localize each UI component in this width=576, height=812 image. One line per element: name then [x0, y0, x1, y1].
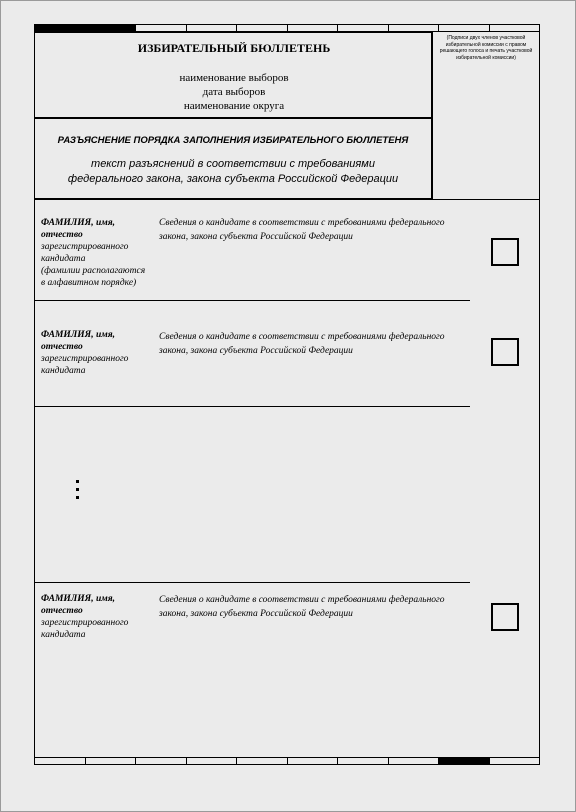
- stamp-divider: [432, 32, 433, 199]
- candidate-1-checkbox[interactable]: [491, 238, 519, 266]
- candidate-2-info: Сведения о кандидате в соответствии с требованиями федерального закона, закона субъекта Российской Федерации: [159, 332, 445, 356]
- stamp-note: (Подписи двух членов участковой избирательной комиссии с правом решающего голоса и печать участковой избирательной комиссии): [439, 35, 533, 61]
- candidate-1-name: ФАМИЛИЯ, имя, отчество зарегистрированного кандидата (фамилии располагаются в алфавитном порядке): [41, 218, 146, 288]
- ellipsis-dot: [76, 488, 79, 491]
- election-date: дата выборов: [202, 86, 266, 98]
- instructions-text-2: федерального закона, закона субъекта Российской Федерации: [67, 173, 399, 185]
- instructions-text-1: текст разъяснений в соответствии с требованиями: [91, 158, 375, 170]
- election-name: наименование выборов: [179, 72, 289, 84]
- ellipsis-dot: [76, 480, 79, 483]
- candidate-2-name: ФАМИЛИЯ, имя, отчество зарегистрированного кандидата: [41, 330, 129, 376]
- ellipsis-dot: [76, 496, 79, 499]
- candidate-2-checkbox[interactable]: [491, 338, 519, 366]
- candidate-3-name: ФАМИЛИЯ, имя, отчество зарегистрированного кандидата: [41, 594, 129, 640]
- candidate-3-top-separator: [34, 582, 470, 583]
- candidate-2-separator: [34, 406, 470, 407]
- candidate-3-info: Сведения о кандидате в соответствии с требованиями федерального закона, закона субъекта Российской Федерации: [159, 595, 445, 619]
- ballot-title: ИЗБИРАТЕЛЬНЫЙ БЮЛЛЕТЕНЬ: [137, 41, 331, 55]
- instructions-heading: РАЗЪЯСНЕНИЕ ПОРЯДКА ЗАПОЛНЕНИЯ ИЗБИРАТЕЛЬНОГО БЮЛЛЕТЕНЯ: [57, 135, 409, 146]
- candidate-1-info: Сведения о кандидате в соответствии с требованиями федерального закона, закона субъекта Российской Федерации: [159, 218, 445, 242]
- header-separator: [34, 199, 540, 200]
- candidate-1-separator: [34, 300, 470, 301]
- district-name: наименование округа: [183, 100, 285, 112]
- candidate-3-checkbox[interactable]: [491, 603, 519, 631]
- bottom-marker-bar: [34, 757, 540, 765]
